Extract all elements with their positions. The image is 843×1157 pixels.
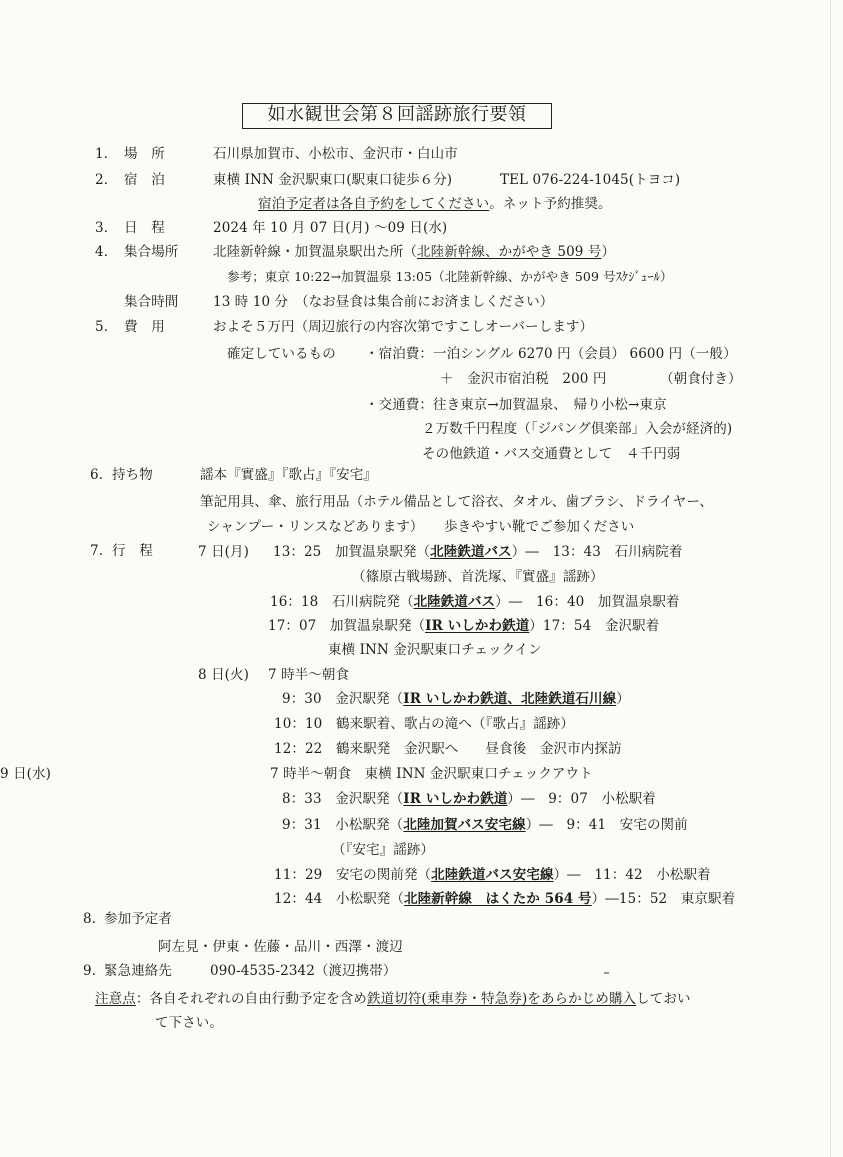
itinerary-text: 8：33 金沢駅発（ [282,791,404,807]
itinerary-row [328,641,542,659]
itinerary-text: ）― 11：42 小松駅着 [553,867,711,883]
meeting-text [213,243,615,261]
paper-edge [830,0,831,1157]
item-label-belongings: 持ち物 [112,467,153,483]
itinerary-row [274,866,711,884]
meeting-time-label: 集合時間 [124,294,179,310]
itinerary-row [282,790,656,808]
cost-transport: ・交通費：往き東京→加賀温泉、 帰り小松→東京 [365,397,667,413]
itinerary-transport: 北陸加賀バス安宅線 [403,817,526,833]
itinerary-row [274,715,574,733]
item-number: 7. [90,543,104,559]
belongings-text-3: シャンプー・リンスなどあります） 歩きやすい靴でご参加ください [207,519,635,535]
itinerary-row [273,543,683,561]
itinerary-transport: 北陸鉄道バス [413,594,496,610]
schedule-text: 2024 年 10 月 07 日(月) 〜09 日(水) [213,220,448,236]
participants-names: 阿左見・伊東・佐藤・品川・西澤・渡辺 [158,939,403,955]
item-label-emergency: 緊急連絡先 [104,963,172,979]
itinerary-transport: IR いしかわ鉄道、北陸鉄道石川線 [403,691,617,707]
itinerary-transport: IR いしかわ鉄道 [425,618,530,634]
meeting-reference: 参考；東京 10:22→加賀温泉 13:05（北陸新幹線、かがやき 509 号ｽｹｼﾞｭｰﾙ） [227,269,673,284]
itinerary-text: 7 時半〜朝食 [268,667,350,683]
itinerary-text: 9：30 金沢駅発（ [282,691,404,707]
itinerary-text: ）― 9：41 安宅の関前 [525,817,688,833]
itinerary-row [274,890,735,908]
itinerary-text: ）― 13：43 石川病院着 [511,544,683,560]
cost-transport-amount: ２万数千円程度（「ジパング倶楽部」入会が経済的) [422,421,733,437]
lodging-note-rest: 。ネット予約推奨。 [489,196,612,212]
itinerary-text: 17：07 加賀温泉駅発（ [268,618,426,634]
item-number: 5． [95,319,118,335]
itinerary-transport: 北陸新幹線 はくたか 564 号 [403,891,592,907]
itinerary-row [268,666,349,684]
item-label-lodging: 宿 泊 [124,172,165,188]
caution-line-1 [95,990,691,1008]
item-number: 1． [95,146,118,162]
item-number: 6. [90,467,104,483]
caution-line-2: て下さい。 [155,1015,223,1031]
caution-label: 注意点 [95,991,136,1007]
item-label-place: 場 所 [124,146,165,162]
caution-text-b: しておい [636,991,691,1007]
itinerary-text: 13：25 加賀温泉駅発（ [273,544,431,560]
meeting-text-a: 北陸新幹線・加賀温泉駅出た所（ [213,244,417,260]
itinerary-text: 10：10 鶴来駅着、歌占の滝へ（『歌占』謡跡） [274,716,575,732]
lodging-note-underlined: 宿泊予定者は各自予約をしてください [258,196,490,212]
cost-text: およそ５万円（周辺旅行の内容次第ですこしオーバーします） [213,319,594,335]
item-label-cost: 費 用 [124,319,165,335]
lodging-text: 東横 INN 金沢駅東口(駅東口徒歩６分) [213,172,453,188]
itinerary-text: （篠原古戦場跡、首洗塚、『實盛』謡跡） [352,569,604,585]
itinerary-row [270,765,593,783]
itinerary-text: ）― 9：07 小松駅着 [507,791,656,807]
itinerary-row [352,568,604,586]
item-number: 9. [83,963,97,979]
itinerary-text: 7 時半〜朝食 東横 INN 金沢駅東口チェックアウト [270,766,593,782]
item-number: 4． [95,244,118,260]
meeting-text-b: ） [601,244,616,260]
itinerary-transport: 北陸鉄道バス [430,544,512,560]
cost-breakfast: （朝食付き） [660,371,742,387]
caution-text-a: ：各自それぞれの自由行動予定を含め [135,991,368,1007]
itinerary-text: 12：44 小松駅発（ [274,891,404,907]
itinerary-row [270,593,680,611]
belongings-text-1: 謡本『實盛』『歌占』『安宅』 [200,467,377,483]
cost-fixed-label: 確定しているもの [227,346,336,362]
itinerary-text: ）―15：52 東京駅着 [591,891,736,907]
itinerary-transport: IR いしかわ鉄道 [403,791,508,807]
document-title: 如水観世会第８回謡跡旅行要領 [242,103,552,129]
emergency-text: 090-4535-2342（渡辺携帯） [210,963,397,979]
meeting-train-underlined: 北陸新幹線、かがやき 509 号 [417,244,602,260]
itinerary-text: 16：18 石川病院発（ [270,594,414,610]
caution-underlined: 鉄道切符(乗車券・特急券)をあらかじめ購入 [367,991,637,1007]
itinerary-row [274,740,622,758]
itinerary-text: ）17：54 金沢駅着 [529,618,660,634]
itinerary-row [268,617,659,635]
item-number: 3． [95,220,118,236]
itinerary-text: 12：22 鶴来駅発 金沢駅へ 昼食後 金沢市内探訪 [274,741,622,757]
itinerary-text: 東横 INN 金沢駅東口チェックイン [328,642,542,658]
itinerary-transport: 北陸鉄道バス安宅線 [431,867,554,883]
belongings-text-2: 筆記用具、傘、旅行用品（ホテル備品として浴衣、タオル、歯ブラシ、ドライヤー、 [200,494,714,510]
itinerary-day: 7 日(月) [198,544,250,560]
itinerary-row [332,841,434,859]
place-text: 石川県加賀市、小松市、金沢市・白山市 [213,146,458,162]
itinerary-row [282,816,688,834]
lodging-note [258,195,612,213]
cost-lodging-fee: ・宿泊費：一泊シングル 6270 円（会員） 6600 円（一般） [365,346,737,362]
item-label-meeting: 集合場所 [124,244,179,260]
item-number: 2． [95,172,118,188]
cost-other: その他鉄道・バス交通費として ４千円弱 [422,446,681,462]
itinerary-day: 9 日(水) [0,766,52,782]
meeting-time-text: 13 時 10 分 （なお昼食は集合前にお済ましください） [213,294,554,310]
item-label-itinerary: 行 程 [112,543,153,559]
itinerary-text: ）― 16：40 加賀温泉駅着 [495,594,680,610]
itinerary-text: 11：29 安宅の関前発（ [274,867,432,883]
item-label-participants: 参加予定者 [104,911,172,927]
itinerary-text: 9：31 小松駅発（ [282,817,404,833]
itinerary-text: ） [616,691,630,707]
item-number: 8. [83,911,97,927]
cost-tax: ＋ 金沢市宿泊税 200 円 [440,371,607,387]
itinerary-text: （『安宅』謡跡） [332,842,435,858]
scan-speck [604,972,609,974]
item-label-schedule: 日 程 [124,220,165,236]
lodging-tel: TEL 076-224-1045(トヨコ) [500,172,681,188]
itinerary-day: 8 日(火) [198,667,250,683]
itinerary-row [282,690,630,708]
